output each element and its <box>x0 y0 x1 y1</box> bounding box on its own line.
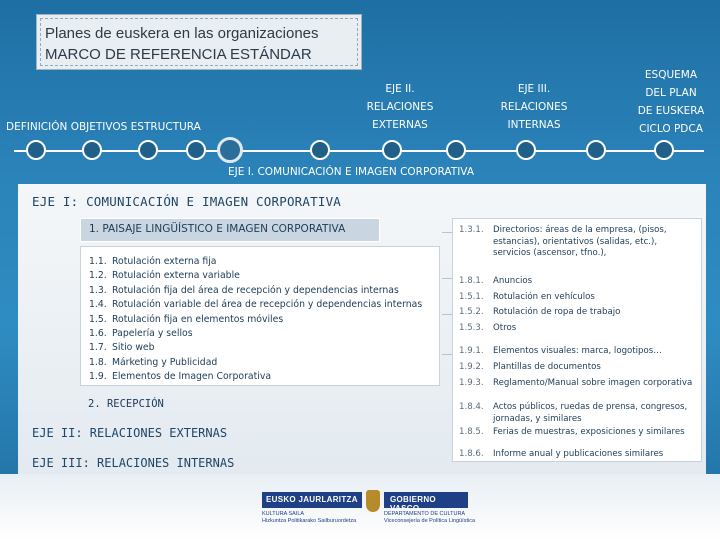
timeline-dot[interactable] <box>82 140 102 160</box>
logo-left-sub-line1: KULTURA SAILA <box>262 511 305 517</box>
timeline-caption: EJE I. COMUNICACIÓN E IMAGEN CORPORATIVA <box>228 166 475 178</box>
timeline-dot[interactable] <box>186 140 206 160</box>
detail-item-num: 1.8.5. <box>459 427 484 437</box>
esquema-label-line3: DE EUSKERA <box>637 105 705 117</box>
title-line-1: Planes de euskera en las organizaciones <box>45 25 319 42</box>
detail-item-num: 1.8.6. <box>459 449 484 459</box>
connector-line <box>442 354 452 355</box>
detail-item-num: 1.5.2. <box>459 307 484 317</box>
detail-item-text: Plantillas de documentos <box>493 362 601 372</box>
eje3-label-line3: INTERNAS <box>507 119 561 131</box>
timeline-dot[interactable] <box>310 140 330 160</box>
list-item[interactable] <box>89 327 431 341</box>
list-item[interactable] <box>89 370 431 384</box>
list-item-text: Rotulación externa variable <box>111 270 240 282</box>
list-item[interactable] <box>89 341 431 355</box>
list-item[interactable] <box>89 313 431 327</box>
detail-item[interactable] <box>459 378 699 390</box>
timeline-dot[interactable] <box>654 140 674 160</box>
esquema-label-line2: DEL PLAN <box>645 87 697 99</box>
logo-eusko-jaurlaritza: EUSKO JAURLARITZA <box>262 492 362 508</box>
timeline-dot[interactable] <box>586 140 606 160</box>
list-item-num: 1.4. <box>89 299 107 311</box>
timeline-dot[interactable] <box>516 140 536 160</box>
list-item-num: 1.9. <box>89 371 107 383</box>
section2-header[interactable]: 2. RECEPCIÓN <box>88 398 164 410</box>
detail-item-num: 1.9.1. <box>459 346 484 356</box>
logo-right-subtitle <box>384 511 504 525</box>
logo-right-sub-line1: DEPARTAMENTO DE CULTURA <box>384 511 466 517</box>
detail-item-text: Actos públicos, ruedas de prensa, congresos, jornadas, y similares <box>493 402 688 424</box>
eje3-link[interactable]: EJE III: RELACIONES INTERNAS <box>32 456 235 470</box>
logo-right-sub-line2: Viceconsejería de Política Lingüística <box>384 518 476 524</box>
list-item[interactable] <box>89 298 431 312</box>
timeline-dot-active[interactable] <box>217 137 243 163</box>
detail-item-text: Anuncios <box>493 276 533 286</box>
section1-header[interactable]: 1. PAISAJE LINGÜÍSTICO E IMAGEN CORPORATIVA <box>80 218 380 242</box>
detail-item[interactable] <box>459 276 699 288</box>
list-item-text: Papelería y sellos <box>111 328 193 340</box>
detail-item-text: Elementos visuales: marca, logotipos… <box>493 346 662 356</box>
logo-left-sub-line2: Hizkuntza Politikarako Sailburuordetza <box>262 518 357 524</box>
list-item-text: Rotulación fija en elementos móviles <box>111 313 284 325</box>
eje2-label <box>360 80 440 134</box>
esquema-label-line1: ESQUEMA <box>644 69 698 81</box>
timeline-dot[interactable] <box>138 140 158 160</box>
detail-item-num: 1.9.2. <box>459 362 484 372</box>
detail-item-num: 1.5.3. <box>459 323 484 333</box>
list-item[interactable] <box>89 269 431 283</box>
eje2-label-line3: EXTERNAS <box>372 119 428 131</box>
detail-item[interactable] <box>459 427 699 439</box>
esquema-label <box>628 66 714 138</box>
eje1-panel <box>18 184 706 474</box>
logo-gobierno-vasco: GOBIERNO VASCO <box>384 492 468 508</box>
coat-of-arms-icon <box>366 490 380 512</box>
section1-list <box>80 246 440 386</box>
timeline-dot[interactable] <box>382 140 402 160</box>
detail-item-num: 1.5.1. <box>459 292 484 302</box>
detail-item-text: Rotulación en vehículos <box>493 292 595 302</box>
esquema-label-line4: CICLO PDCA <box>639 123 703 135</box>
list-item[interactable] <box>89 356 431 370</box>
list-item[interactable] <box>89 255 431 269</box>
detail-item-num: 1.3.1. <box>459 225 484 235</box>
list-item-text: Márketing y Publicidad <box>111 356 218 368</box>
timeline-dot[interactable] <box>446 140 466 160</box>
detail-item-text: Informe anual y publicaciones similares <box>493 449 664 459</box>
detail-item-num: 1.8.1. <box>459 276 484 286</box>
list-item-num: 1.5. <box>89 313 107 325</box>
detail-item[interactable] <box>459 346 699 358</box>
list-item-text: Rotulación fija del área de recepción y dependencias internas <box>111 284 399 296</box>
connector-line <box>442 314 452 315</box>
definicion-label: DEFINICIÓN OBJETIVOS ESTRUCTURA <box>6 121 201 133</box>
timeline-dot[interactable] <box>26 140 46 160</box>
detail-item[interactable] <box>459 307 699 319</box>
detail-item[interactable] <box>459 402 699 425</box>
list-item-text: Rotulación externa fija <box>111 256 217 267</box>
connector-line <box>442 232 452 233</box>
eje2-link[interactable]: EJE II: RELACIONES EXTERNAS <box>32 426 228 440</box>
list-item-num: 1.6. <box>89 328 107 340</box>
list-item-num: 1.8. <box>89 356 107 368</box>
panel-title: EJE I: COMUNICACIÓN E IMAGEN CORPORATIVA <box>32 194 342 209</box>
list-item-text: Rotulación variable del área de recepción y dependencias internas <box>111 299 423 311</box>
detail-item[interactable] <box>459 362 699 374</box>
detail-item-num: 1.9.3. <box>459 378 484 388</box>
detail-item-text: Ferias de muestras, exposiciones y similares <box>493 427 685 437</box>
eje3-label-line2: RELACIONES <box>500 101 568 113</box>
detail-item-text: Reglamento/Manual sobre imagen corporativa <box>493 378 693 388</box>
presentation-title-box <box>36 14 362 70</box>
eje3-label-line1: EJE III. <box>517 83 551 95</box>
logo-left-subtitle <box>262 511 372 525</box>
list-item-num: 1.3. <box>89 284 107 296</box>
connector-line <box>442 278 452 279</box>
list-item-num: 1.2. <box>89 270 107 282</box>
detail-item[interactable] <box>459 323 699 335</box>
detail-item[interactable] <box>459 449 699 461</box>
detail-item-text: Directorios: áreas de la empresa, (pisos, estancias), orientativos (salidas, etc.), servicios (ascensor, tfno.), <box>493 225 667 258</box>
list-item-num: 1.7. <box>89 342 107 354</box>
list-item[interactable] <box>89 284 431 298</box>
detail-item-text: Rotulación de ropa de trabajo <box>493 307 621 317</box>
eje2-label-line2: RELACIONES <box>366 101 434 113</box>
eje2-label-line1: EJE II. <box>385 83 415 95</box>
detail-item[interactable] <box>459 225 699 260</box>
list-item-num: 1.1. <box>89 256 107 267</box>
list-item-text: Sitio web <box>111 342 155 354</box>
detail-list <box>452 218 702 462</box>
title-line-2: MARCO DE REFERENCIA ESTÁNDAR <box>45 46 312 63</box>
detail-item-text: Otros <box>493 323 517 333</box>
detail-item-num: 1.8.4. <box>459 402 484 412</box>
detail-item[interactable] <box>459 292 699 304</box>
eje3-label <box>494 80 574 134</box>
list-item-text: Elementos de Imagen Corporativa <box>111 371 272 383</box>
footer-logos <box>0 474 720 540</box>
